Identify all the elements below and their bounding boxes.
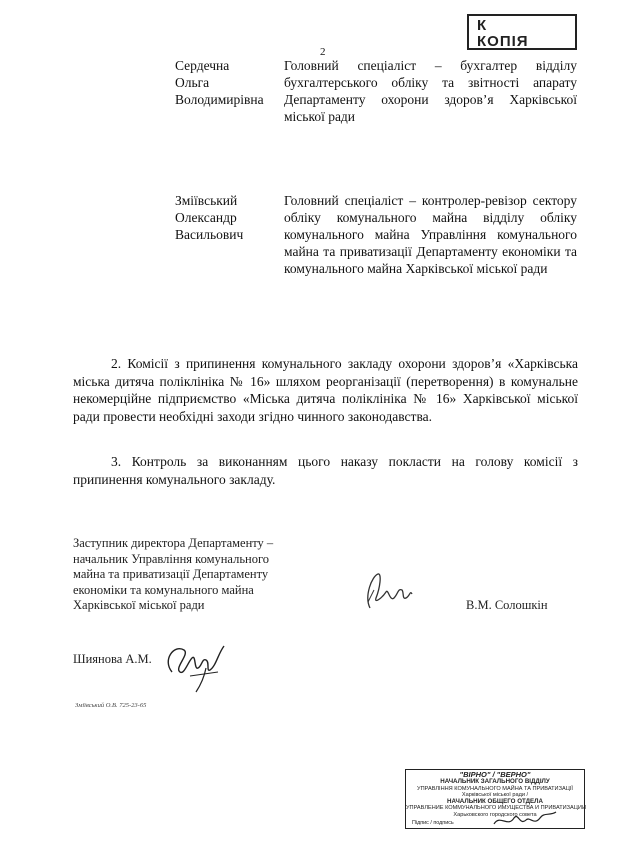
copy-stamp-line1: К: [477, 17, 488, 34]
member-position: Головний спеціаліст – контролер-ревізор сектору обліку комунального майна відділу обліку комунального майна Управління комунального майна та приватизації Департаменту економіки та комунального майна Харківської міської ради: [284, 193, 577, 276]
member-surname: Сердечна: [175, 58, 230, 73]
stamp-line: НАЧАЛЬНИК ЗАГАЛЬНОГО ВІДДІЛУ: [440, 778, 550, 785]
signatory-title-line: Харківської міської ради: [73, 598, 205, 612]
executor-signature: [160, 642, 240, 694]
signatory-title-line: майна та приватизації Департаменту: [73, 567, 269, 581]
executor-contact-note: Зміївський О.В. 725-23-65: [75, 702, 147, 709]
stamp-title: "ВІРНО" / "ВЕРНО": [459, 770, 531, 779]
copy-stamp: [467, 14, 577, 50]
member-patronymic: Володимирівна: [175, 92, 264, 107]
member-position: Головний спеціаліст – бухгалтер відділу бухгалтерського обліку та звітності апарату Департаменту охорони здоров’я Харківської міської ради: [284, 58, 577, 124]
member-patronymic: Васильович: [175, 227, 244, 242]
signatory-title-line: економіки та комунального майна: [73, 582, 254, 597]
stamp-line: НАЧАЛЬНИК ОБЩЕГО ОТДЕЛА: [447, 797, 543, 805]
stamp-signature: [490, 806, 560, 832]
stamp-line: УПРАВЛІННЯ КОМУНАЛЬНОГО МАЙНА ТА ПРИВАТИЗАЦІЇ: [417, 785, 573, 792]
signatory-title-line: Заступник директора Департаменту –: [73, 536, 274, 550]
stamp-line: Харківської міської ради /: [461, 792, 529, 799]
member-surname: Зміївський: [175, 193, 238, 208]
signatory-title-line: начальник Управління комунального: [73, 551, 270, 566]
paragraph-3: 3. Контроль за виконанням цього наказу покласти на голову комісії з припинення комунального закладу.: [73, 454, 578, 487]
member-name: [175, 192, 285, 243]
page-number: 2: [320, 46, 326, 58]
copy-stamp-line2: КОПІЯ: [477, 33, 529, 50]
stamp-line: Харьковского городского совета: [453, 811, 537, 818]
member-given-name: Ольга: [175, 75, 210, 90]
signatory-name: В.М. Солошкін: [466, 598, 548, 612]
member-name: [175, 57, 285, 108]
member-given-name: Олександр: [175, 210, 237, 225]
stamp-line: УПРАВЛЕНИЕ КОММУНАЛЬНОГО ИМУЩЕСТВА И ПРИВАТИЗАЦИИ: [406, 805, 586, 812]
signatory-signature: [360, 568, 420, 618]
stamp-footer: Підпис / подпись: [412, 819, 454, 826]
signatory-title: [73, 536, 313, 614]
paragraph-2: 2. Комісії з припинення комунального закладу охорони здоров’я «Харківська міська дитяча поліклініка № 16» шляхом реорганізації (перетворення) в комунальне некомерційне підприємство «Міська дитяча поліклініка № 16» Харківської міської ради провести необхідні заходи згідно чинного законодавства.: [73, 356, 578, 424]
executor-name: Шиянова А.М.: [73, 652, 152, 666]
